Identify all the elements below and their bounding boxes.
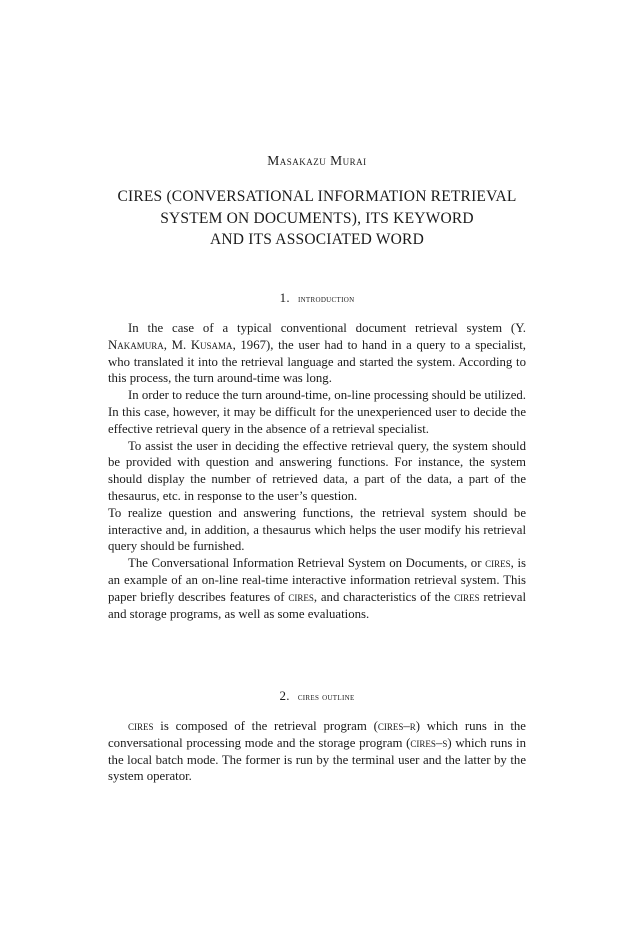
section-heading-introduction: [108, 290, 526, 306]
paragraph-6: cires is composed of the retrieval program (cires–r) which runs in the conversational processing mode and the storage program (cires–s) which runs in the local batch mode. The former is run by the terminal user and the latter by the system operator.: [108, 719, 526, 784]
acronym: cires: [485, 556, 511, 571]
acronym: cires: [288, 589, 314, 604]
citation-author: Nakamura: [108, 337, 164, 352]
acronym: cires–r: [377, 719, 416, 733]
acronym: cires: [454, 589, 480, 604]
title-line-2: SYSTEM ON DOCUMENTS), ITS KEYWORD: [160, 209, 474, 227]
author-name: Masakazu Murai: [267, 153, 367, 168]
paragraph-1: In the case of a typical conventional document retrieval system (Y. Nakamura, M. Kusama, 1967), the user had to hand in a query to a specialist, who translated it into the retrieval language and started the system. According to this process, the turn around-time was long.: [108, 321, 526, 386]
paragraph-2: In order to reduce the turn around-time, on-line processing should be utilized. In this case, however, it may be difficult for the unexperienced user to decide the effective retrieval query in the absence of a retrieval specialist.: [108, 388, 526, 436]
section-title: cires outline: [297, 692, 355, 703]
acronym: cires: [128, 719, 154, 733]
paper-title: [108, 186, 526, 251]
paper-page: [108, 0, 526, 930]
title-line-1: CIRES (CONVERSATIONAL INFORMATION RETRIEVAL: [117, 188, 517, 205]
section-title: introduction: [297, 294, 355, 305]
paragraph-5: The Conversational Information Retrieval System on Documents, or cires, is an example of an on-line real-time interactive information retrieval system. This paper briefly describes features of cires, and characteristics of the cires retrieval and storage programs, as well as some evaluations.: [108, 556, 527, 621]
cires-outline-body: [108, 718, 526, 785]
introduction-body: [108, 320, 526, 622]
section-number: 2.: [279, 688, 290, 703]
acronym: cires–s: [410, 735, 448, 750]
section-number: 1.: [279, 290, 290, 305]
citation-author: Kusama: [190, 337, 233, 352]
paragraph-4: To realize question and answering functions, the retrieval system should be interactive and, in addition, a thesaurus which helps the user modify his retrieval query should be furnished.: [108, 505, 526, 554]
title-line-3: AND ITS ASSOCIATED WORD: [209, 231, 424, 248]
section-heading-cires-outline: [108, 688, 526, 704]
paragraph-3: To assist the user in deciding the effective retrieval query, the system should be provided with question and answering functions. For instance, the system should display the number of retrieved data, a part of the data, a part of the thesaurus, etc. in response to the user’s question.: [108, 438, 526, 503]
